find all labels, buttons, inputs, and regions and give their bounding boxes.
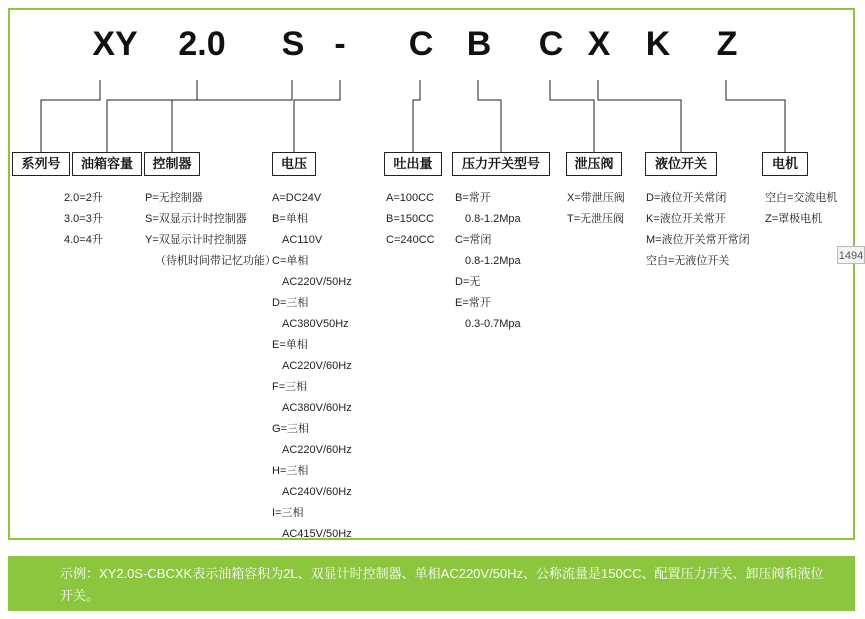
diagram-frame [8, 8, 855, 540]
option-item: A=100CC [386, 192, 435, 204]
option-item: D=无 [455, 276, 481, 288]
option-item: 2.0=2升 [64, 192, 103, 204]
option-item: C=常闭 [455, 234, 492, 246]
option-item: AC220V/60Hz [282, 444, 352, 456]
option-item: 0.3-0.7Mpa [465, 318, 521, 330]
code-char: B [466, 25, 492, 63]
code-char: X [587, 25, 611, 63]
option-item: AC380V50Hz [282, 318, 349, 330]
code-char: - [334, 25, 346, 63]
option-item: Z=罩极电机 [765, 213, 823, 225]
option-item: 3.0=3升 [64, 213, 103, 225]
option-item: B=150CC [386, 213, 435, 225]
option-item: E=单相 [272, 339, 308, 351]
option-item: B=单相 [272, 213, 308, 225]
option-item: （待机时间带记忆功能） [155, 255, 276, 267]
option-item: E=常开 [455, 297, 491, 309]
code-char: C [538, 25, 564, 63]
option-list-motor [765, 190, 837, 232]
option-item: I=三相 [272, 507, 304, 519]
category-label-motor: 电机 [762, 152, 808, 176]
option-item: AC220V/50Hz [282, 276, 352, 288]
option-item: C=单相 [272, 255, 309, 267]
edge-tag-text: 1494 [838, 250, 864, 262]
code-char: XY [92, 25, 138, 63]
example-note-text: 示例：XY2.0S-CBCXK表示油箱容积为2L、双显计时控制器、单相AC220V/50Hz、公称流量是150CC、配置压力开关、卸压阀和液位开关。 [60, 566, 824, 603]
option-item: K=液位开关常开 [646, 213, 726, 225]
edge-tag [837, 246, 865, 264]
category-label-relief-valve: 泄压阀 [566, 152, 622, 176]
option-item: 空白=交流电机 [765, 192, 838, 204]
option-item: Y=双显示计时控制器 [145, 234, 247, 246]
option-item: A=DC24V [272, 192, 322, 204]
option-list-controller [145, 190, 276, 274]
option-item: S=双显示计时控制器 [145, 213, 247, 225]
option-item: D=液位开关常闭 [646, 192, 727, 204]
category-label-series: 系列号 [12, 152, 70, 176]
option-item: M=液位开关常开常闭 [646, 234, 750, 246]
example-note [8, 556, 855, 611]
code-char: S [281, 25, 305, 63]
option-list-output [386, 190, 435, 253]
option-item: D=三相 [272, 297, 309, 309]
option-item: 0.8-1.2Mpa [465, 255, 521, 267]
option-list-tank-capacity [64, 190, 103, 253]
option-item: AC220V/60Hz [282, 360, 352, 372]
option-list-pressure-switch [455, 190, 521, 337]
code-char: 2.0 [178, 25, 226, 63]
option-item: AC380V/60Hz [282, 402, 352, 414]
category-label-tank-capacity: 油箱容量 [72, 152, 142, 176]
option-item: G=三相 [272, 423, 309, 435]
option-item: AC110V [282, 234, 323, 246]
category-label-controller: 控制器 [144, 152, 200, 176]
category-label-output: 吐出量 [384, 152, 442, 176]
option-item: 4.0=4升 [64, 234, 103, 246]
category-label-voltage: 电压 [272, 152, 316, 176]
option-item: C=240CC [386, 234, 435, 246]
product-code-row [0, 22, 865, 74]
option-item: X=带泄压阀 [567, 192, 625, 204]
option-item: AC415V/50Hz [282, 528, 352, 540]
option-list-level-switch [646, 190, 750, 274]
option-item: H=三相 [272, 465, 309, 477]
option-item: 空白=无液位开关 [646, 255, 730, 267]
category-label-pressure-switch: 压力开关型号 [452, 152, 550, 176]
code-char: C [408, 25, 434, 63]
code-char: Z [716, 25, 738, 63]
option-list-relief-valve [567, 190, 625, 232]
code-char: K [645, 25, 671, 63]
option-item: AC240V/60Hz [282, 486, 352, 498]
option-item: T=无泄压阀 [567, 213, 625, 225]
option-item: B=常开 [455, 192, 491, 204]
option-list-voltage [272, 190, 352, 547]
option-item: F=三相 [272, 381, 308, 393]
category-label-level-switch: 液位开关 [645, 152, 717, 176]
option-item: 0.8-1.2Mpa [465, 213, 521, 225]
option-item: P=无控制器 [145, 192, 203, 204]
